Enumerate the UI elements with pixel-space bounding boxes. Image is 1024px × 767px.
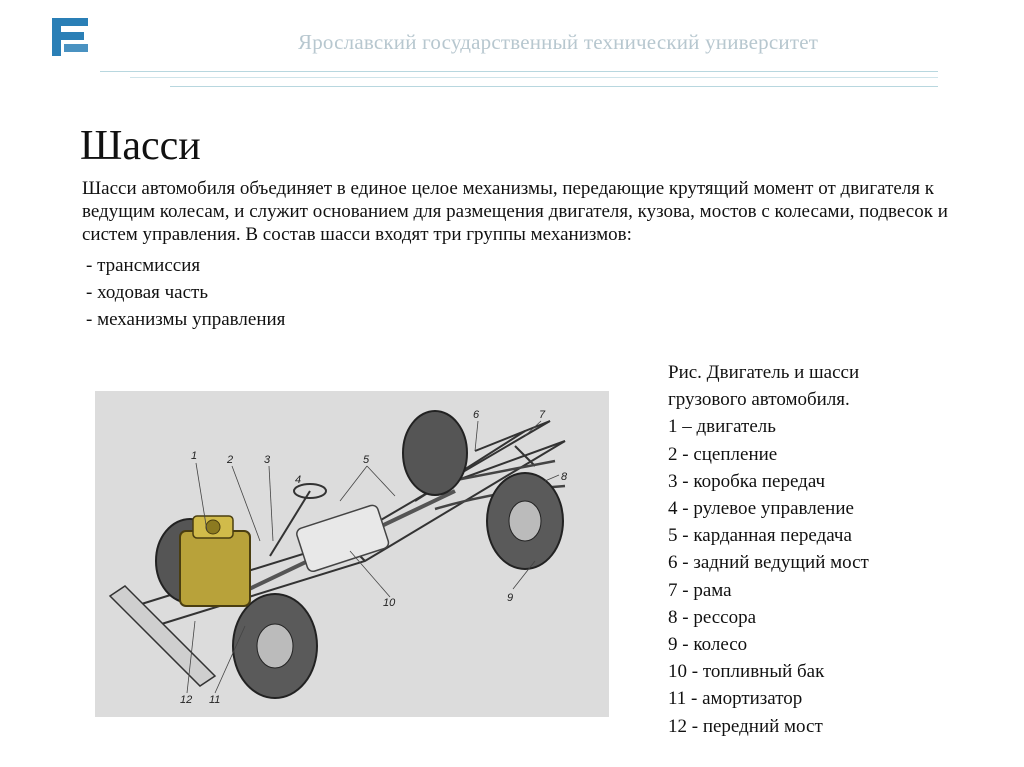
legend-item: 10 - топливный бак [668, 661, 825, 683]
chassis-illustration [95, 391, 609, 717]
legend-item: 3 - коробка передач [668, 470, 826, 492]
callout-label: 4 [295, 474, 302, 486]
legend-item: 8 - рессора [668, 606, 757, 628]
header-divider [130, 77, 938, 78]
legend-item: 7 - рама [668, 579, 732, 601]
list-item: - ходовая часть [86, 282, 209, 303]
list-item: - механизмы управления [86, 309, 286, 330]
legend-item: 9 - колесо [668, 634, 748, 656]
callout-label: 11 [209, 694, 221, 706]
callout-label: 2 [227, 454, 234, 466]
legend-item: 6 - задний ведущий мост [668, 552, 869, 574]
callout-label: 8 [561, 471, 568, 483]
callout-label: 12 [180, 694, 193, 706]
callout-label: 5 [363, 454, 370, 466]
legend-item: 2 - сцепление [668, 443, 778, 465]
callout-label: 1 [191, 450, 198, 462]
figure-legend [668, 413, 1008, 739]
callout-label: 10 [383, 597, 396, 609]
list-item: - трансмиссия [86, 255, 201, 276]
callout-label: 9 [507, 592, 514, 604]
slide-title: Шасси [80, 123, 201, 169]
header-divider [100, 71, 938, 72]
legend-item: 1 – двигатель [668, 416, 776, 438]
header-divider [170, 86, 938, 87]
legend-item: 4 - рулевое управление [668, 498, 854, 520]
legend-item: 12 - передний мост [668, 715, 823, 737]
callout-label: 6 [473, 409, 480, 421]
legend-item: 11 - амортизатор [668, 688, 803, 710]
university-name: Ярославский государственный технический университет [298, 30, 819, 54]
caption-line: грузового автомобиля. [668, 389, 850, 411]
legend-item: 5 - карданная передача [668, 525, 852, 547]
chassis-groups-list [86, 252, 982, 333]
callout-label: 3 [264, 454, 271, 466]
chassis-figure [95, 391, 609, 717]
caption-line: Рис. Двигатель и шасси [668, 362, 860, 383]
intro-paragraph: Шасси автомобиля объединяет в единое целое механизмы, передающие крутящий момент от двигателя к ведущим колесам, и служит основанием для размещения двигателя, кузова, мостов с колесами, подвесок и систем управления. В состав шасси входят три группы механизмов: [82, 178, 948, 245]
ystu-logo-icon [46, 14, 94, 60]
figure-caption [668, 359, 1008, 740]
callout-label: 7 [539, 409, 546, 421]
intro-text-block [82, 177, 982, 333]
